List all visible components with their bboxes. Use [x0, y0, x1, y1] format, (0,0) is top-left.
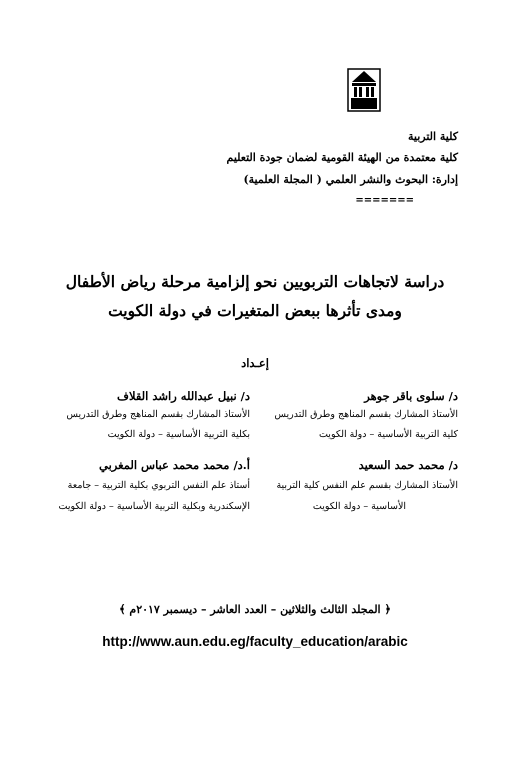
paper-title-line-2: ومدى تأثرها ببعض المتغيرات في دولة الكويت [108, 301, 402, 320]
separator-text: ======= [355, 195, 414, 206]
university-logo [347, 68, 381, 112]
college-name: كلية التربية [408, 130, 458, 143]
journal-issue-info: ﴿ المجلد الثالث والثلاثين – العدد العاشر – ديسمبر ٢٠١٧م ﴾ [119, 603, 391, 616]
department-text: إدارة: البحوث والنشر العلمي ( المجلة العلمية) [243, 173, 458, 186]
prepared-by-label: إعـداد [241, 356, 269, 370]
author-affiliation: الأستاذ المشارك بقسم المناهج وطرق التدريس [274, 409, 458, 420]
author-affiliation: أستاذ علم النفس التربوي بكلية التربية – جامعة [67, 480, 250, 491]
university-logo-icon [347, 68, 381, 112]
accreditation-text: كلية معتمدة من الهيئة القومية لضمان جودة التعليم [226, 151, 458, 164]
faculty-url: http://www.aun.edu.eg/faculty_education/arabic [102, 634, 408, 649]
author-affiliation: الأساسية – دولة الكويت [312, 501, 406, 512]
author-name: د/ نبيل عبدالله راشد القلاف [117, 389, 250, 403]
author-affiliation: كلية التربية الأساسية – دولة الكويت [318, 429, 458, 440]
author-affiliation: الإسكندرية وبكلية التربية الأساسية – دولة الكويت [58, 501, 250, 512]
author-name: أ.د/ محمد محمد عباس المغربي [99, 458, 250, 472]
author-affiliation: الأستاذ المشارك بقسم المناهج وطرق التدريس [66, 409, 250, 420]
paper-title-line-1: دراسة لاتجاهات التربويين نحو إلزامية مرحلة رياض الأطفال [65, 272, 445, 291]
author-name: د/ محمد حمد السعيد [358, 458, 458, 472]
author-affiliation: بكلية التربية الأساسية – دولة الكويت [107, 429, 250, 440]
author-name: د/ سلوى باقر جوهر [364, 389, 458, 403]
author-affiliation: الأستاذ المشارك بقسم علم النفس كلية التربية [276, 480, 458, 491]
